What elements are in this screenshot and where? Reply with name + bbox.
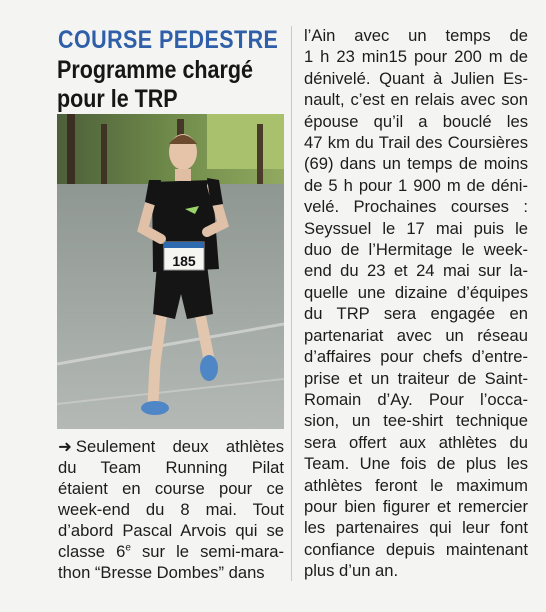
headline-line: Programme chargé: [57, 56, 253, 84]
body-line: d’affaires pour chefs d’entre-: [304, 347, 528, 367]
body-line: de 5 h pour 1 900 m de déni-: [304, 175, 528, 195]
body-line: end du 23 et 24 mai sur la-: [304, 261, 528, 281]
body-line: Team. Une fois de plus les: [304, 454, 528, 474]
body-line: les partenaires qui leur font: [304, 518, 528, 538]
body-line: l’Ain avec un temps de: [304, 26, 528, 45]
runner-photo: [57, 114, 284, 429]
caption-line: du Team Running Pilat: [58, 458, 284, 477]
body-line: athlètes feront le maximum: [304, 475, 528, 495]
headline-line: pour le TRP: [57, 85, 178, 113]
body-line: dénivelé. Quant à Julien Es-: [304, 68, 528, 88]
body-line: Romain d’Ay. Pour l’occa-: [304, 389, 528, 409]
article-body: [304, 25, 528, 582]
body-line: 1 h 23 min15 pour 200 m de: [304, 47, 528, 67]
body-line: velé. Prochaines courses :: [304, 197, 528, 217]
bib-number: 185: [172, 253, 196, 269]
body-line: 47 km du Trail des Coursières: [304, 133, 528, 153]
arrow-right-icon: ➜: [58, 437, 72, 456]
body-line: plus d’un an.: [304, 561, 399, 581]
body-line: du TRP sera engagée en: [304, 304, 528, 324]
ordinal-superscript: e: [125, 542, 131, 554]
body-line: sera offert aux athlètes du: [304, 432, 528, 452]
caption-line: ➜ Seulement deux athlètes: [58, 437, 284, 456]
body-line: prise et un traiteur de Saint-: [304, 368, 528, 388]
caption-line: thon “Bresse Dombes” dans: [58, 563, 265, 582]
runner-photo-illustration: [57, 114, 284, 429]
article-headline: [57, 56, 253, 114]
body-line: duo de l’Hermitage le week-: [304, 240, 528, 260]
caption-line: étaient en course pour ce: [58, 479, 284, 498]
body-line: pour bien figurer et remercier: [304, 496, 528, 516]
column-divider: [291, 26, 292, 581]
body-line: partenariat avec un réseau: [304, 325, 528, 345]
body-line: Seyssuel le 17 mai puis le: [304, 218, 528, 238]
body-line: nault, c’est en relais avec son: [304, 90, 528, 110]
caption-line: week-end du 8 mai. Tout: [58, 500, 284, 519]
photo-caption: [58, 436, 284, 583]
body-line: sion, un tee-shirt technique: [304, 411, 528, 431]
section-rubric: COURSE PEDESTRE: [58, 26, 279, 54]
body-line: quelle une dizaine d’équipes: [304, 282, 528, 302]
body-line: épouse qu’il a bouclé les: [304, 111, 528, 131]
caption-line: d’abord Pascal Arvois qui se: [58, 521, 284, 540]
caption-line: classe 6e sur le semi-mara-: [58, 542, 284, 561]
body-line: (69) dans un temps de moins: [304, 154, 528, 174]
body-line: confiance depuis maintenant: [304, 539, 528, 559]
